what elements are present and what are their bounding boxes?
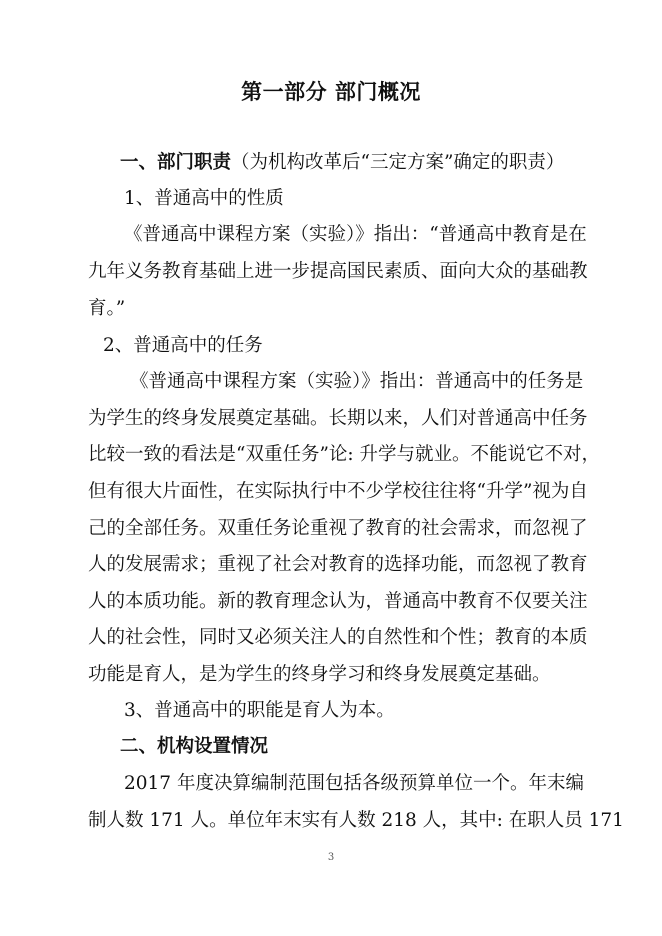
section2-heading: 二、机构设置情况 — [120, 736, 269, 757]
item1-line-3: 育。” — [88, 298, 126, 319]
item2-line-3: 比较一致的看法是“双重任务”论: 升学与就业。不能说它不对， — [88, 444, 601, 465]
item2-title: 2、普通高中的任务 — [103, 335, 263, 356]
section1-note: （为机构改革后“三定方案”确定的职责） — [231, 152, 565, 173]
page-number: 3 — [327, 852, 335, 863]
section1-heading: 一、部门职责 — [120, 152, 232, 173]
section2-line-2: 制人数 171 人。单位年末实有人数 218 人，其中: 在职人员 171 — [88, 810, 624, 831]
item1-line-2: 九年义务教育基础上进一步提高国民素质、面向大众的基础教 — [88, 261, 588, 282]
item1-line-1: 《普通高中课程方案（实验）》指出：“普通高中教育是在 — [124, 224, 587, 245]
item2-line-4: 但有很大片面性，在实际执行中不少学校往往将“升学”视为自 — [88, 481, 588, 502]
item2-line-2: 为学生的终身发展奠定基础。长期以来，人们对普通高中任务 — [88, 408, 588, 429]
section2-line-1: 2017 年度决算编制范围包括各级预算单位一个。年末编 — [124, 773, 584, 794]
item2-line-9: 功能是育人，是为学生的终身学习和终身发展奠定基础。 — [88, 664, 551, 685]
item2-line-6: 人的发展需求；重视了社会对教育的选择功能，而忽视了教育 — [88, 554, 588, 575]
item3-text: 3、普通高中的职能是育人为本。 — [124, 700, 395, 721]
section1-heading-line — [120, 149, 570, 177]
item2-line-1: 《普通高中课程方案（实验）》指出：普通高中的任务是 — [130, 371, 584, 392]
item1-title: 1、普通高中的性质 — [124, 188, 284, 209]
page-title: 第一部分 部门概况 — [241, 80, 421, 104]
item2-line-5: 己的全部任务。双重任务论重视了教育的社会需求，而忽视了 — [88, 518, 588, 539]
item2-line-8: 人的社会性，同时又必须关注人的自然性和个性；教育的本质 — [88, 627, 588, 648]
item2-line-7: 人的本质功能。新的教育理念认为，普通高中教育不仅要关注 — [88, 591, 588, 612]
